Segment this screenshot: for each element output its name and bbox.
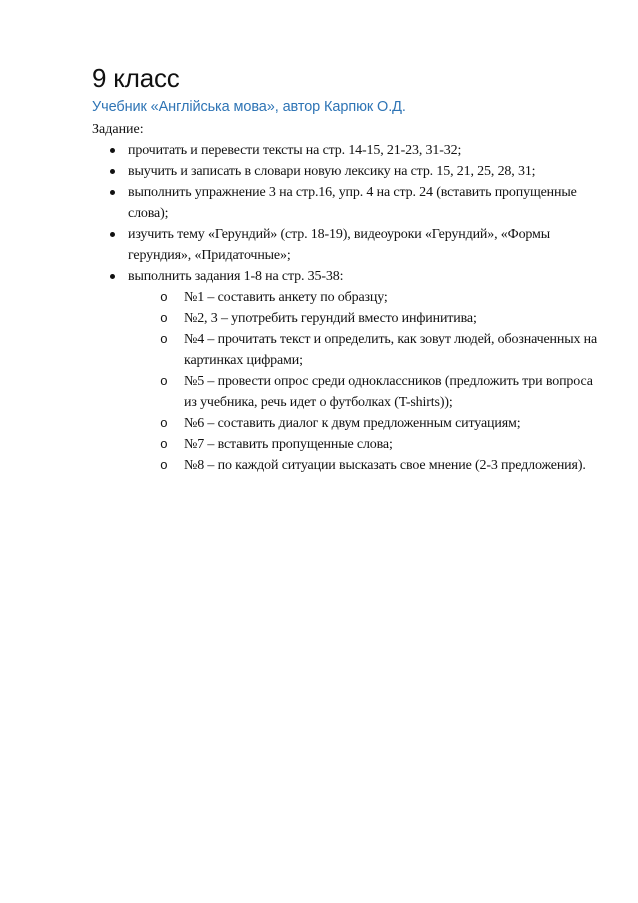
sub-task-list <box>126 287 602 476</box>
bullet-icon <box>110 190 115 195</box>
sub-list-item-text: №1 – составить анкету по образцу; <box>184 290 388 305</box>
circle-bullet-icon: o <box>160 416 168 431</box>
task-label: Задание: <box>92 122 144 137</box>
sub-list-item <box>142 329 602 371</box>
sub-list-item-text: №7 – вставить пропущенные слова; <box>184 437 393 452</box>
list-item-text: изучить тему «Герундий» (стр. 18-19), видеоуроки «Герундий», «Формы герундия», «Придаточные»; <box>128 227 551 263</box>
sub-list-item-text: №4 – прочитать текст и определить, как зовут людей, обозначенных на картинках цифрами; <box>184 332 598 368</box>
page-title: 9 класс <box>92 63 180 93</box>
sub-list-item <box>142 434 602 455</box>
bullet-icon <box>110 274 115 279</box>
sub-list-item-text: №8 – по каждой ситуации высказать свое мнение (2-3 предложения). <box>184 458 586 473</box>
list-item <box>92 224 602 266</box>
list-item <box>92 161 602 182</box>
circle-bullet-icon: o <box>160 332 168 347</box>
list-item-text: прочитать и перевести тексты на стр. 14-15, 21-23, 31-32; <box>128 143 462 158</box>
bullet-icon <box>110 148 115 153</box>
sub-list-item <box>142 413 602 434</box>
document-content <box>92 62 602 476</box>
list-item <box>92 266 602 476</box>
sub-list-item-text: №5 – провести опрос среди одноклассников (предложить три вопроса из учебника, речь идет о футболках (T-shirts)); <box>184 374 593 410</box>
sub-list-item <box>142 308 602 329</box>
circle-bullet-icon: o <box>160 290 168 305</box>
bullet-icon <box>110 232 115 237</box>
circle-bullet-icon: o <box>160 458 168 473</box>
circle-bullet-icon: o <box>160 374 168 389</box>
bullet-icon <box>110 169 115 174</box>
page-subtitle: Учебник «Англійська мова», автор Карпюк О.Д. <box>92 99 406 115</box>
sub-list-item <box>142 371 602 413</box>
sub-list-item <box>142 455 602 476</box>
sub-list-item-text: №6 – составить диалог к двум предложенным ситуациям; <box>184 416 521 431</box>
list-item <box>92 182 602 224</box>
list-item <box>92 140 602 161</box>
circle-bullet-icon: o <box>160 311 168 326</box>
circle-bullet-icon: o <box>160 437 168 452</box>
task-list <box>92 140 602 476</box>
sub-list-item <box>142 287 602 308</box>
list-item-text: выучить и записать в словари новую лексику на стр. 15, 21, 25, 28, 31; <box>128 164 536 179</box>
list-item-text: выполнить упражнение 3 на стр.16, упр. 4 на стр. 24 (вставить пропущенные слова); <box>128 185 577 221</box>
sub-list-item-text: №2, 3 – употребить герундий вместо инфинитива; <box>184 311 477 326</box>
list-item-text: выполнить задания 1-8 на стр. 35-38: <box>128 269 344 284</box>
